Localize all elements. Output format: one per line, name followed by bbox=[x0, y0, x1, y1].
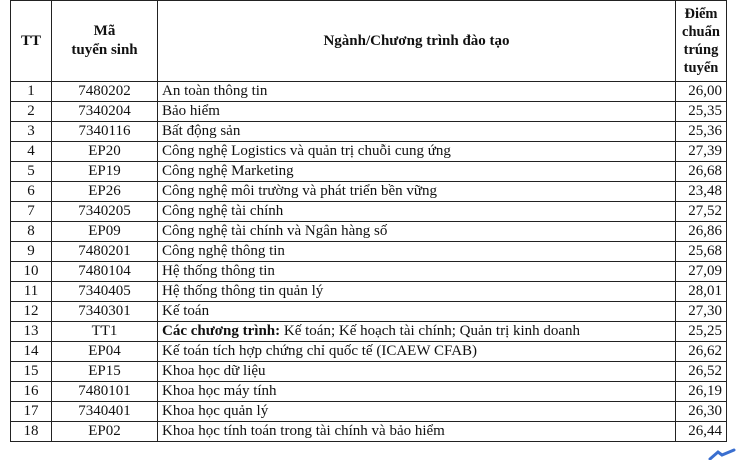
table-row bbox=[11, 382, 727, 402]
cell-nganh bbox=[158, 382, 676, 402]
cell-nganh bbox=[158, 82, 676, 102]
cell-nganh bbox=[158, 102, 676, 122]
table-row bbox=[11, 82, 727, 102]
cell-tt: 7 bbox=[11, 202, 52, 222]
cell-nganh bbox=[158, 302, 676, 322]
nganh-label: Hệ thống thông tin bbox=[162, 263, 275, 279]
table-row bbox=[11, 222, 727, 242]
cell-ma-tuyen-sinh: EP26 bbox=[52, 182, 158, 202]
cell-ma-tuyen-sinh: 7340205 bbox=[52, 202, 158, 222]
table-row bbox=[11, 402, 727, 422]
cell-diem-chuan: 26,86 bbox=[676, 222, 727, 242]
cell-diem-chuan: 28,01 bbox=[676, 282, 727, 302]
nganh-label: Khoa học máy tính bbox=[162, 383, 277, 399]
nganh-label: Khoa học quản lý bbox=[162, 403, 269, 419]
nganh-label: Khoa học dữ liệu bbox=[162, 363, 266, 379]
table-row bbox=[11, 342, 727, 362]
header-ma-tuyen-sinh: Mã tuyển sinh bbox=[52, 1, 158, 82]
cell-nganh bbox=[158, 242, 676, 262]
header-tt: TT bbox=[11, 1, 52, 82]
nganh-label: Công nghệ Logistics và quản trị chuỗi cung ứng bbox=[162, 143, 451, 159]
cell-nganh bbox=[158, 342, 676, 362]
cell-tt: 18 bbox=[11, 422, 52, 442]
cell-tt: 5 bbox=[11, 162, 52, 182]
cell-ma-tuyen-sinh: 7480201 bbox=[52, 242, 158, 262]
cell-nganh bbox=[158, 402, 676, 422]
cell-ma-tuyen-sinh: 7340116 bbox=[52, 122, 158, 142]
cell-nganh bbox=[158, 182, 676, 202]
nganh-label: Kế toán tích hợp chứng chỉ quốc tế (ICAEW CFAB) bbox=[162, 343, 478, 359]
table-row bbox=[11, 262, 727, 282]
cell-nganh bbox=[158, 282, 676, 302]
cell-ma-tuyen-sinh: EP15 bbox=[52, 362, 158, 382]
cell-diem-chuan: 26,68 bbox=[676, 162, 727, 182]
cell-diem-chuan: 26,00 bbox=[676, 82, 727, 102]
cell-tt: 14 bbox=[11, 342, 52, 362]
nganh-label: An toàn thông tin bbox=[162, 83, 268, 99]
admission-score-table-sheet bbox=[10, 0, 726, 442]
nganh-bold-prefix: Các chương trình: bbox=[162, 323, 281, 339]
cell-ma-tuyen-sinh: 7480101 bbox=[52, 382, 158, 402]
cell-diem-chuan: 26,52 bbox=[676, 362, 727, 382]
cell-nganh bbox=[158, 322, 676, 342]
cell-ma-tuyen-sinh: 7480104 bbox=[52, 262, 158, 282]
cell-ma-tuyen-sinh: EP04 bbox=[52, 342, 158, 362]
nganh-label: Công nghệ tài chính và Ngân hàng số bbox=[162, 223, 388, 239]
table-row bbox=[11, 242, 727, 262]
table-row bbox=[11, 282, 727, 302]
admission-score-table bbox=[10, 0, 727, 442]
cell-nganh bbox=[158, 222, 676, 242]
cell-diem-chuan: 26,62 bbox=[676, 342, 727, 362]
cell-tt: 9 bbox=[11, 242, 52, 262]
cell-diem-chuan: 27,52 bbox=[676, 202, 727, 222]
cell-tt: 2 bbox=[11, 102, 52, 122]
cell-ma-tuyen-sinh: EP20 bbox=[52, 142, 158, 162]
cell-ma-tuyen-sinh: 7340301 bbox=[52, 302, 158, 322]
nganh-label: Hệ thống thông tin quản lý bbox=[162, 283, 324, 299]
cell-diem-chuan: 27,30 bbox=[676, 302, 727, 322]
cell-nganh bbox=[158, 262, 676, 282]
header-nganh: Ngành/Chương trình đào tạo bbox=[158, 1, 676, 82]
cell-ma-tuyen-sinh: 7340204 bbox=[52, 102, 158, 122]
cell-tt: 15 bbox=[11, 362, 52, 382]
table-row bbox=[11, 302, 727, 322]
nganh-label: Bảo hiểm bbox=[162, 103, 220, 119]
cell-diem-chuan: 26,19 bbox=[676, 382, 727, 402]
table-row bbox=[11, 102, 727, 122]
cell-ma-tuyen-sinh: EP02 bbox=[52, 422, 158, 442]
nganh-label: Kế toán bbox=[162, 303, 210, 319]
table-row bbox=[11, 162, 727, 182]
cell-diem-chuan: 27,39 bbox=[676, 142, 727, 162]
cell-nganh bbox=[158, 162, 676, 182]
cell-diem-chuan: 25,25 bbox=[676, 322, 727, 342]
nganh-label: Công nghệ Marketing bbox=[162, 163, 294, 179]
nganh-label: Khoa học tính toán trong tài chính và bảo hiểm bbox=[162, 423, 445, 439]
table-row bbox=[11, 322, 727, 342]
table-body bbox=[11, 82, 727, 442]
nganh-label: Công nghệ thông tin bbox=[162, 243, 285, 259]
cell-nganh bbox=[158, 362, 676, 382]
header-diem-chuan: Điểm chuẩn trúng tuyển bbox=[676, 1, 727, 82]
cell-ma-tuyen-sinh: EP09 bbox=[52, 222, 158, 242]
table-row bbox=[11, 142, 727, 162]
table-row bbox=[11, 122, 727, 142]
table-header bbox=[11, 1, 727, 82]
table-row bbox=[11, 202, 727, 222]
cell-ma-tuyen-sinh: EP19 bbox=[52, 162, 158, 182]
cell-diem-chuan: 25,68 bbox=[676, 242, 727, 262]
cell-diem-chuan: 26,44 bbox=[676, 422, 727, 442]
table-row bbox=[11, 362, 727, 382]
cell-tt: 8 bbox=[11, 222, 52, 242]
cell-diem-chuan: 23,48 bbox=[676, 182, 727, 202]
cell-tt: 13 bbox=[11, 322, 52, 342]
corner-mark-decoration bbox=[696, 446, 736, 460]
nganh-label: Bất động sản bbox=[162, 123, 241, 139]
table-row bbox=[11, 422, 727, 442]
nganh-label: Công nghệ môi trường và phát triển bền vững bbox=[162, 183, 437, 199]
cell-tt: 10 bbox=[11, 262, 52, 282]
cell-nganh bbox=[158, 202, 676, 222]
cell-diem-chuan: 26,30 bbox=[676, 402, 727, 422]
cell-nganh bbox=[158, 122, 676, 142]
cell-ma-tuyen-sinh: TT1 bbox=[52, 322, 158, 342]
cell-tt: 3 bbox=[11, 122, 52, 142]
cell-diem-chuan: 27,09 bbox=[676, 262, 727, 282]
cell-tt: 17 bbox=[11, 402, 52, 422]
cell-tt: 12 bbox=[11, 302, 52, 322]
cell-diem-chuan: 25,36 bbox=[676, 122, 727, 142]
nganh-label: Kế toán; Kế hoạch tài chính; Quản trị kinh doanh bbox=[280, 323, 581, 339]
cell-tt: 6 bbox=[11, 182, 52, 202]
cell-tt: 16 bbox=[11, 382, 52, 402]
cell-ma-tuyen-sinh: 7480202 bbox=[52, 82, 158, 102]
cell-ma-tuyen-sinh: 7340405 bbox=[52, 282, 158, 302]
cell-tt: 4 bbox=[11, 142, 52, 162]
cell-diem-chuan: 25,35 bbox=[676, 102, 727, 122]
table-row bbox=[11, 182, 727, 202]
nganh-label: Công nghệ tài chính bbox=[162, 203, 284, 219]
cell-tt: 11 bbox=[11, 282, 52, 302]
cell-nganh bbox=[158, 422, 676, 442]
cell-tt: 1 bbox=[11, 82, 52, 102]
cell-nganh bbox=[158, 142, 676, 162]
cell-ma-tuyen-sinh: 7340401 bbox=[52, 402, 158, 422]
